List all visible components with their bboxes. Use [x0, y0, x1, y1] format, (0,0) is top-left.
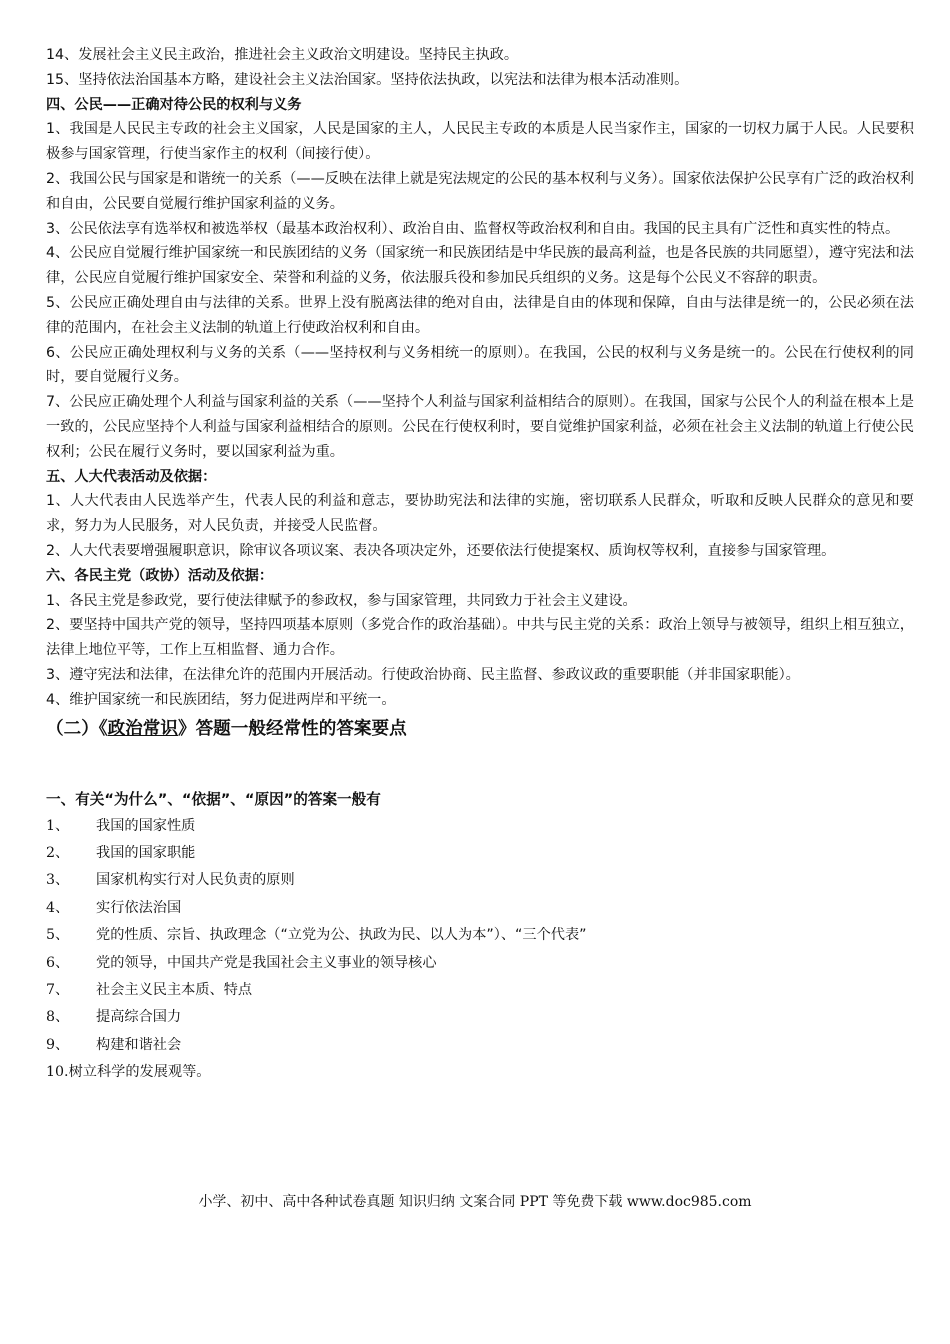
section-4-item-2: 2、我国公民与国家是和谐统一的关系（——反映在法律上就是宪法规定的公民的基本权利与义务）。国家依法保护公民享有广泛的政治权利和自由，公民要自觉履行维护国家利益的义务。 — [46, 170, 914, 212]
answers-heading: 一、有关“为什么”、“依据”、“原因”的答案一般有 — [46, 790, 381, 808]
section-4-item-7: 7、公民应正确处理个人利益与国家利益的关系（——坚持个人利益与国家利益相结合的原则）。在我国，国家与公民个人的利益在根本上是一致的，公民应坚持个人利益与国家利益相结合的原则。公民在行使权利时，要自觉维护国家利益，必须在社会主义法制的轨道上行使公民权利；公民在履行义务时，要以国家利益为重。 — [46, 394, 914, 460]
document-page — [46, 43, 914, 1085]
list-item-text: 我国的国家性质 — [96, 817, 196, 834]
list-item — [46, 867, 914, 894]
list-item-text: 国家机构实行对人民负责的原则 — [96, 872, 295, 889]
answers-list — [46, 813, 914, 1060]
list-item-text: 社会主义民主本质、特点 — [96, 981, 253, 998]
spacer — [46, 743, 914, 787]
section-6-heading: 六、各民主党（政协）活动及依据： — [46, 567, 274, 584]
answers-last-item — [46, 1059, 914, 1085]
list-item-number: 2、 — [46, 844, 70, 861]
list-item-number: 9、 — [46, 1036, 70, 1053]
section-6-item-3: 3、遵守宪法和法律，在法律允许的范围内开展活动。行使政治协商、民主监督、参政议政的重要职能（并非国家职能）。 — [46, 666, 800, 683]
list-item-text: 树立科学的发展观等。 — [68, 1064, 211, 1081]
section-5-heading: 五、人大代表活动及依据： — [46, 468, 217, 485]
section-5-item-2: 2、人大代表要增强履职意识，除审议各项议案、表决各项决定外，还要依法行使提案权、质询权等权利，直接参与国家管理。 — [46, 542, 836, 559]
part-2-title-suffix: 》答题一般经常性的答案要点 — [177, 718, 407, 739]
part-2-title — [46, 715, 914, 743]
list-item — [46, 895, 914, 922]
list-item-text: 我国的国家职能 — [96, 844, 196, 861]
list-item-number: 1、 — [46, 817, 70, 834]
section-5-item-1: 1、人大代表由人民选举产生，代表人民的利益和意志，要协助宪法和法律的实施，密切联系人民群众，听取和反映人民群众的意见和要求，努力为人民服务，对人民负责，并接受人民监督。 — [46, 493, 914, 535]
list-item — [46, 1004, 914, 1031]
section-6-item-2: 2、要坚持中国共产党的领导，坚持四项基本原则（多党合作的政治基础）。中共与民主党的关系：政治上领导与被领导，组织上相互独立，法律上地位平等，工作上互相监督、通力合作。 — [46, 617, 914, 659]
section-4-item-3: 3、公民依法享有选举权和被选举权（最基本政治权利）、政治自由、监督权等政治权利和自由。我国的民主具有广泛性和真实性的特点。 — [46, 220, 900, 237]
section-4-item-4: 4、公民应自觉履行维护国家统一和民族团结的义务（国家统一和民族团结是中华民族的最高利益，也是各民族的共同愿望），遵守宪法和法律，公民应自觉履行维护国家安全、荣誉和利益的义务，依法服兵役和参加民兵组织的义务。这是每个公民义不容辞的职责。 — [46, 245, 914, 287]
paragraph-15: 15、坚持依法治国基本方略，建设社会主义法治国家。坚持依法执政，以宪法和法律为根本活动准则。 — [46, 71, 689, 88]
list-item — [46, 813, 914, 840]
list-item-number: 5、 — [46, 927, 70, 944]
list-item — [46, 977, 914, 1004]
list-item-text: 实行依法治国 — [96, 899, 182, 916]
list-item-number: 10. — [46, 1064, 69, 1081]
section-4-item-1: 1、我国是人民民主专政的社会主义国家，人民是国家的主人，人民民主专政的本质是人民当家作主，国家的一切权力属于人民。人民要积极参与国家管理，行使当家作主的权利（间接行使）。 — [46, 121, 914, 163]
list-item — [46, 950, 914, 977]
list-item-text: 构建和谐社会 — [96, 1036, 182, 1053]
section-4-item-6: 6、公民应正确处理权利与义务的关系（——坚持权利与义务相统一的原则）。在我国，公民的权利与义务是统一的。公民在行使权利的同时，要自觉履行义务。 — [46, 344, 914, 386]
list-item-number: 8、 — [46, 1009, 70, 1026]
list-item-text: 党的领导，中国共产党是我国社会主义事业的领导核心 — [96, 954, 437, 971]
list-item-number: 6、 — [46, 954, 70, 971]
section-6-item-4: 4、维护国家统一和民族团结，努力促进两岸和平统一。 — [46, 691, 396, 708]
page-footer: 小学、初中、高中各种试卷真题 知识归纳 文案合同 PPT 等免费下载 www.doc985.com — [198, 1194, 752, 1210]
list-item — [46, 922, 914, 949]
section-6-item-1: 1、各民主党是参政党，要行使法律赋予的参政权，参与国家管理，共同致力于社会主义建设。 — [46, 592, 637, 609]
paragraph-14: 14、发展社会主义民主政治，推进社会主义政治文明建设。坚持民主执政。 — [46, 47, 519, 63]
part-2-title-underlined: 政治常识 — [107, 718, 178, 739]
list-item-text: 提高综合国力 — [96, 1009, 182, 1026]
section-4-item-5: 5、公民应正确处理自由与法律的关系。世界上没有脱离法律的绝对自由，法律是自由的体现和保障，自由与法律是统一的，公民必须在法律的范围内，在社会主义法制的轨道上行使政治权利和自由。 — [46, 294, 914, 336]
list-item — [46, 1032, 914, 1059]
part-2-title-prefix: （二）《 — [46, 718, 108, 739]
list-item-number: 7、 — [46, 981, 70, 998]
section-4-heading: 四、公民——正确对待公民的权利与义务 — [46, 96, 302, 113]
list-item-number: 4、 — [46, 899, 70, 916]
list-item-text: 党的性质、宗旨、执政理念（“立党为公、执政为民、以人为本”）、“三个代表” — [96, 927, 587, 944]
list-item — [46, 840, 914, 867]
list-item-number: 3、 — [46, 872, 70, 889]
